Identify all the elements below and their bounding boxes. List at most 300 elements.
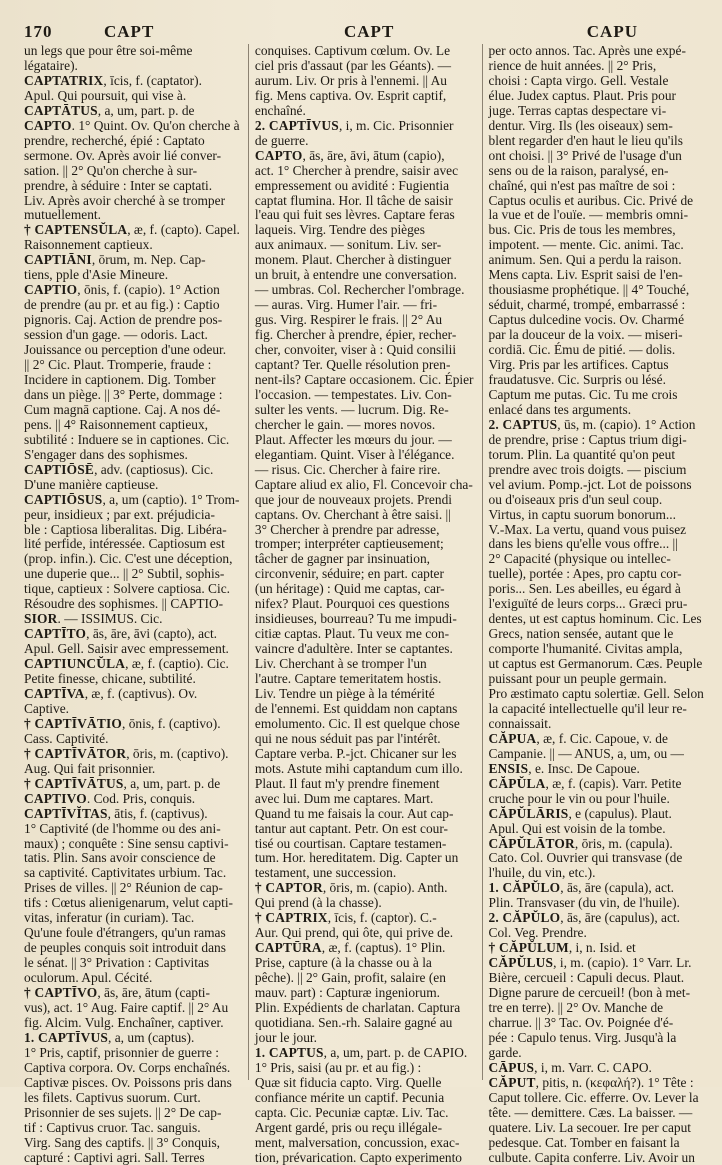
text-line: Prise, capture (à la chasse ou à la <box>254 955 432 971</box>
headword: CAPTĪVĬTAS <box>24 805 108 821</box>
text-line <box>24 657 240 672</box>
text-line: per octo annos. Tac. Après une expé- <box>488 43 686 58</box>
text-line: dans un piège. || 3° Perte, dommage : <box>24 386 223 402</box>
headword: † CĂPŬLUM <box>488 940 569 956</box>
text-line: enlacé dans tes arguments. <box>488 401 632 417</box>
text-line: ciel pris d'assaut (par les Géants). — <box>254 57 452 73</box>
text-line: Virtus, in captu suorum bonorum... <box>488 506 676 522</box>
text-line: Plin. Transvaser (du vin, de l'huile). <box>488 895 680 911</box>
text-line: ment, malversation, concussion, exac- <box>254 1134 460 1150</box>
text-line: Captiva corpora. Ov. Corps enchaînés. <box>24 1059 231 1075</box>
text-line: citiæ captas. Plaut. Tu veux me con- <box>254 626 450 642</box>
text-line: la vue et de l'ouïe. — membris omni- <box>488 207 689 223</box>
headword: CAPTŪRA <box>254 940 322 956</box>
text-line: Jouissance ou perception d'une odeur. <box>24 342 227 358</box>
text-line: peur, insidieux ; par ext. préjudicia- <box>24 506 215 522</box>
headword: 2. CAPTĪVUS <box>254 117 339 133</box>
headword: CĂPŬLĀTOR <box>488 835 575 851</box>
text-line <box>24 119 240 134</box>
text-line <box>489 881 704 896</box>
text-line: Quæ sit fiducia capto. Virg. Quelle <box>254 1074 442 1090</box>
text-line: sation. || 2° Qu'on cherche à sur- <box>24 162 198 178</box>
headword: 1. CĂPŬLO <box>488 880 561 896</box>
text-line: thousiasme prophétique. || 4° Touché, <box>488 282 690 298</box>
text-line <box>489 777 704 792</box>
text-line <box>489 956 704 971</box>
text-line: impotent. — mente. Cic. animi. Tac. <box>488 237 684 253</box>
text-line: tum. Hor. hereditatem. Dig. Capter un <box>254 850 459 866</box>
definition-text: , ās, āre (capula), act. <box>560 880 675 896</box>
definition-text: , ōris, m. (capula). <box>574 835 673 851</box>
text-line: prendre, recherché, épié : Captato <box>24 132 205 148</box>
text-line <box>255 119 474 134</box>
definition-text: , ōrum, m. Nep. Cap- <box>91 252 206 268</box>
definition-text: , a, um (captio). 1° Trom- <box>102 491 240 507</box>
definition-text: . 1° Quint. Ov. Qu'on cherche à <box>71 117 240 133</box>
text-line: élue. Judex captus. Plaut. Pris pour <box>488 87 676 103</box>
text-line: pens. || 4° Raisonnement captieux, <box>24 416 209 432</box>
text-line <box>489 732 704 747</box>
text-line: cruche pour le vin ou pour l'huile. <box>488 790 670 806</box>
headword: 1. CAPTĪVUS <box>24 1029 109 1045</box>
text-line: — auras. Virg. Humer l'air. — fri- <box>254 297 438 313</box>
text-line: ont choisi. || 3° Privé de l'usage d'un <box>488 147 682 163</box>
text-line <box>489 762 704 777</box>
text-line: de prendre (au pr. et au fig.) : Captio <box>24 297 220 313</box>
text-line: l'eau qui fuit ses lèvres. Captare feras <box>254 207 455 223</box>
text-line <box>255 1046 474 1061</box>
definition-text: , ūs, m. (capio). 1° Action <box>557 416 696 432</box>
text-line: puissant pour un peuple germain. <box>488 671 667 687</box>
text-line: tre en terre). || 2° Ov. Manche de <box>488 1000 664 1015</box>
text-line: de l'ennemi. Est quiddam non captans <box>254 700 458 716</box>
text-line: aurum. Liv. Or pris à l'ennemi. || Au <box>254 72 447 88</box>
text-line: enchaîné. <box>254 102 306 118</box>
headword: 2. CĂPŬLO <box>488 910 561 926</box>
definition-text: , ās, āre (capulus), act. <box>560 910 680 926</box>
headword: CAPTATRIX <box>24 72 104 88</box>
text-line: capta. Cic. Pecuniæ captæ. Liv. Tac. <box>254 1104 449 1120</box>
definition-text: , ōris, m. (captivo). <box>126 745 229 761</box>
text-line: ou d'oiseaux pris d'un seul coup. <box>488 491 663 507</box>
text-line: — umbras. Col. Rechercher l'ombrage. <box>254 282 465 298</box>
text-line: gus. Virg. Respirer le frais. || 2° Au <box>254 312 443 328</box>
definition-text: , a, um, part. p. de <box>97 102 195 118</box>
text-line: Cass. Captivité. <box>24 730 109 746</box>
text-line: tif : Captivus cruor. Tac. sanguis. <box>24 1119 201 1135</box>
text-line: poris... Sen. Les abeilles, eu égard à <box>488 581 681 597</box>
text-line: qui ne nous séduit pas par l'intérêt. <box>254 730 441 746</box>
text-line <box>255 881 474 896</box>
text-line: ut captus est Germanorum. Cæs. Peuple <box>488 656 703 672</box>
headword: CAPTIŌSĒ <box>24 461 95 477</box>
text-line: Captive. <box>24 700 69 716</box>
text-line: Résoudre des sophismes. || CAPTIO- <box>24 596 224 612</box>
text-line: empressement ou avidité : Fugientia <box>254 177 450 193</box>
text-line: pedesque. Cat. Tomber en faisant la <box>488 1134 680 1150</box>
text-line: tête. — demittere. Cæs. La baisser. — <box>488 1104 693 1120</box>
text-line: Liv. Cherchant à se tromper l'un <box>254 656 427 672</box>
text-line <box>24 612 240 627</box>
definition-text: , æ, f. (capto). Capel. <box>127 222 240 238</box>
headword: CĂPUA <box>488 730 537 746</box>
text-line: l'occasion. — tempestates. Liv. Con- <box>254 386 452 402</box>
definition-text: , æ, f. (captivus). Ov. <box>84 685 198 701</box>
text-line: l'autre. Captare temeritatem hostis. <box>254 671 442 687</box>
headword: CĂPŬLUS <box>488 955 554 971</box>
text-line: — risus. Cic. Chercher à faire rire. <box>254 461 441 477</box>
headword: † CAPTĪVĀTIO <box>24 715 123 731</box>
headword: † CAPTRIX <box>254 910 328 926</box>
text-line: les filets. Captivus suorum. Curt. <box>24 1089 201 1105</box>
text-line: oculorum. Apul. Cécité. <box>24 970 153 986</box>
definition-text: , i, m. (capio). 1° Varr. Lr. <box>553 955 692 971</box>
headword: CAPTO <box>24 117 72 133</box>
text-line: Plaut. Affecter les mœurs du jour. — <box>254 431 452 447</box>
text-line: blent regarder d'en haut le lieu qu'ils <box>488 132 683 148</box>
text-line: pêche). || 2° Gain, profit, salaire (en <box>254 970 446 986</box>
text-line: sermone. Ov. Après avoir lié conver- <box>24 147 222 163</box>
text-line: tatis. Plin. Sans avoir conscience de <box>24 850 216 866</box>
definition-text: , æ, f. Cic. Capoue, v. de <box>536 730 668 746</box>
definition-text: , æ, f. (capis). Varr. Petite <box>545 775 682 791</box>
text-line: Argent gardé, pris ou reçu illégale- <box>254 1119 443 1135</box>
text-line: tantur aut captant. Petr. On est cour- <box>254 820 448 836</box>
headword: CAPTĪTO <box>24 626 87 642</box>
text-line: Col. Veg. Prendre. <box>488 925 587 941</box>
text-line: que jour de nouveaux projets. Prendi <box>254 491 452 507</box>
headword: CAPTIŌSUS <box>24 491 103 507</box>
definition-text: , īcis, f. (captator). <box>103 72 202 88</box>
headword: 1. CAPTUS <box>254 1044 324 1060</box>
text-line: session d'un gage. — odoris. Lact. <box>24 327 208 343</box>
text-line: Cum magnā captione. Caj. A nos dé- <box>24 401 221 417</box>
text-line: Campanie. || — ANUS, a, um, ou — <box>488 745 684 761</box>
text-line: S'engager dans des sophismes. <box>24 446 188 462</box>
text-line <box>24 1031 240 1046</box>
definition-text: , e (capulus). Plaut. <box>568 805 672 821</box>
text-line <box>255 149 474 164</box>
definition-text: , ōris, m. (capio). Anth. <box>322 880 448 896</box>
text-line: D'une manière captieuse. <box>24 476 159 492</box>
definition-text: , ās, āre, āvi (capto), act. <box>86 626 218 642</box>
headword: † CAPTĪVĀTOR <box>24 745 127 761</box>
text-line: fig. Chercher à prendre, épier, recher- <box>254 327 457 343</box>
text-line: Virg. Sang des captifs. || 3° Conquis, <box>24 1134 221 1150</box>
text-line: Digne parure de cercueil! (bon à met- <box>488 985 691 1001</box>
text-line: animum. Sen. Qui a perdu la raison. <box>488 252 682 268</box>
definition-text: . — ISSIMUS. Cic. <box>57 611 163 627</box>
column-right <box>482 43 704 1165</box>
text-line: charrue. || 3° Tac. Ov. Poignée d'é- <box>488 1014 674 1030</box>
text-line: maux) ; conquête : Sine sensu captivi- <box>24 835 229 851</box>
text-line: elegantiam. Quint. Viser à l'élégance. <box>254 446 455 462</box>
text-line: dentur. Virg. Ils (les oiseaux) sem- <box>488 117 673 133</box>
text-line: dans les biens qu'elle vous offre... || <box>488 536 678 552</box>
text-line: act. 1° Chercher à prendre, saisir avec <box>254 162 459 178</box>
text-line <box>24 223 240 238</box>
text-line: circonvenir, séduire; en part. capter <box>254 566 444 582</box>
text-line: Plaut. Il faut m'y prendre finement <box>254 775 440 791</box>
text-line: vitas, inferatur (in curiam). Tac. <box>24 910 195 926</box>
text-line <box>489 837 704 852</box>
text-line <box>24 493 240 508</box>
text-line: séduit, charmé, trompé, embarrassé : <box>488 297 686 313</box>
text-line: emolumento. Cic. Il est quelque chose <box>254 715 460 731</box>
text-line <box>24 792 240 807</box>
text-line: chercher le gain. — mores novos. <box>254 416 436 432</box>
headword: CAPTIUNCŬLA <box>24 656 126 672</box>
text-line: Aur. Qui prend, qui ôte, qui prive de. <box>254 925 454 941</box>
text-line: cher, convoiter, viser à : Quid consilii <box>254 342 457 358</box>
text-line <box>24 627 240 642</box>
text-line <box>24 74 240 89</box>
text-line: Captare verba. P.-jct. Chicaner sur les <box>254 745 457 761</box>
text-line <box>24 777 240 792</box>
text-line: Captivæ pisces. Ov. Poissons pris dans <box>24 1074 232 1090</box>
headword: CĂPŬLA <box>488 775 546 791</box>
headword: CAPTĪVA <box>24 685 85 701</box>
text-line: subtilité : Induere se in captiones. Cic. <box>24 431 230 447</box>
text-line: (un héritage) : Quid me captas, car- <box>254 581 445 597</box>
definition-text: , ōnis, f. (captivo). <box>122 715 221 731</box>
text-line: 3° Chercher à prendre par adresse, <box>254 521 440 537</box>
text-line: Grecs, nation sensée, autant que le <box>488 626 674 642</box>
text-line: quotidiana. Sen.-rh. Salaire gagné au <box>254 1014 453 1030</box>
text-line: avec lui. Dum me captares. Mart. <box>254 790 434 806</box>
text-line: mutuellement. <box>24 207 101 223</box>
right-guide-word: CAPU <box>586 22 638 41</box>
column-middle <box>248 43 474 1165</box>
definition-text: , a, um, part. p. de <box>123 775 221 791</box>
text-line: ble : Captiosa liberalitas. Dig. Libéra- <box>24 521 227 537</box>
text-line <box>489 911 704 926</box>
text-line: le sénat. || 3° Privation : Captivitas <box>24 955 210 971</box>
text-line: l'exiguïté de leurs corps... Græci pru- <box>488 596 688 612</box>
text-line: culbute. Capita conferre. Liv. Avoir un <box>488 1149 695 1165</box>
text-line: l'huile, du vin, etc.). <box>488 865 596 881</box>
text-line: pée : Capulo tenus. Virg. Jusqu'à la <box>488 1029 677 1045</box>
text-line: sens ou de la raison, paralysé, en- <box>488 162 669 178</box>
text-line <box>24 747 240 762</box>
definition-text: , i, m. Cic. Prisonnier <box>338 117 454 133</box>
headword: 2. CAPTUS <box>488 416 558 432</box>
center-guide-word: CAPT <box>344 22 395 41</box>
text-line <box>24 687 240 702</box>
text-line: mots. Astute mihi captandum cum illo. <box>254 760 463 776</box>
text-line: captans. Ov. Cherchant à être saisi. || <box>254 506 451 522</box>
headword: † CAPTENSŬLA <box>24 222 128 238</box>
definition-text: , a, um (captus). <box>108 1029 195 1045</box>
text-line: Raisonnement captieux. <box>24 237 153 253</box>
text-line: pignoris. Caj. Action de prendre pos- <box>24 312 223 328</box>
text-line: 1° Captivité (de l'homme ou des ani- <box>24 820 221 836</box>
text-line <box>24 104 240 119</box>
definition-text: , ās, āre, āvi, ātum (capio), <box>302 147 445 163</box>
definition-text: , ōnis, f. (capio). 1° Action <box>77 282 220 298</box>
text-line <box>24 717 240 732</box>
headword: SIOR <box>24 611 58 627</box>
text-line: V.-Max. La vertu, quand vous puisez <box>488 521 687 537</box>
text-line: captant? Ter. Quelle résolution pren- <box>254 357 451 373</box>
definition-text: , ātis, f. (captivus). <box>107 805 208 821</box>
text-line <box>489 1061 704 1076</box>
text-line: Apul. Gell. Saisir avec empressement. <box>24 641 229 657</box>
text-line: une duperie que... || 2° Subtil, sophis- <box>24 566 225 582</box>
text-line: de guerre. <box>254 132 309 148</box>
text-line: Apul. Qui poursuit, qui vise à. <box>24 87 187 103</box>
text-line: 1° Pris, saisi (au pr. et au fig.) : <box>254 1059 422 1075</box>
text-line: nent-ils? Captare occasionem. Cic. Épier <box>254 371 474 387</box>
text-line: bus. Cic. Pris de tous les membres, <box>488 222 676 238</box>
text-line: prendre, à séduire : Inter se captati. <box>24 177 213 193</box>
text-line: Qu'une foule d'étrangers, qu'un ramas <box>24 925 226 941</box>
text-line: conquises. Captivum cœlum. Ov. Le <box>254 43 451 58</box>
text-line: connaissait. <box>488 715 552 731</box>
text-line <box>24 283 240 298</box>
text-line: aux animaux. — sonitum. Liv. ser- <box>254 237 442 253</box>
text-line: fig. Mens captiva. Ov. Esprit captif, <box>254 87 447 103</box>
text-line: Liv. Tendre un piège à la témérité <box>254 685 435 701</box>
text-line: Liv. Après avoir cherché à se tromper <box>24 192 226 208</box>
text-line: capturé : Captivi agri. Sall. Terres <box>24 1149 205 1165</box>
definition-text: , pitis, n. (κεφαλή?). 1° Tête : <box>535 1074 694 1090</box>
left-guide-word: CAPT <box>104 22 155 41</box>
text-line: Pro æstimato captu solertiæ. Gell. Selon <box>488 685 704 701</box>
text-line: Caput tollere. Cic. efferre. Ov. Lever la <box>488 1089 699 1105</box>
text-line: Virg. Pris par les artifices. Captus <box>488 357 669 373</box>
text-line <box>255 911 474 926</box>
headword: CAPTĀTUS <box>24 102 98 118</box>
text-line: par la douceur de la voix. — miseri- <box>488 327 683 343</box>
text-line: un bruit, à entendre une conversation. <box>254 267 457 283</box>
column-left <box>24 43 240 1165</box>
headword: CAPTIO <box>24 282 78 298</box>
text-line: dentes, ut est captus hominum. Cic. Les <box>488 611 702 627</box>
text-line: (prop. infin.). Cic. C'est une déception, <box>24 551 233 567</box>
page-number: 170 <box>24 22 53 41</box>
headword: CAPTIĀNI <box>24 252 92 268</box>
definition-text: , i, m. Varr. C. CAPO. <box>534 1059 652 1075</box>
text-line: Captus oculis et auribus. Cic. Privé de <box>488 192 694 208</box>
text-line: Captare aliud ex alio, Fl. Concevoir cha- <box>254 476 473 492</box>
text-line: légataire). <box>24 57 78 73</box>
text-line: Bière, cercueil : Capuli decus. Plaut. <box>488 970 685 986</box>
text-line: un legs que pour être soi-même <box>24 43 193 58</box>
text-line <box>24 986 240 1001</box>
text-line: nifex? Plaut. Pourquoi ces questions <box>254 596 450 612</box>
text-line <box>255 941 474 956</box>
text-line: tuelle), portée : Apes, pro captu cor- <box>488 566 682 582</box>
headword: † CAPTĪVO <box>24 985 98 1001</box>
text-line: vaincre d'adultère. Inter se captantes. <box>254 641 453 657</box>
text-line: Aug. Qui fait prisonnier. <box>24 760 156 776</box>
definition-text: , i, n. Isid. et <box>568 940 636 956</box>
text-line: Prises de villes. || 2° Réunion de cap- <box>24 880 223 896</box>
text-line <box>489 941 704 956</box>
definition-text: , adv. (captiosus). Cic. <box>94 461 214 477</box>
text-line: garde. <box>488 1044 522 1060</box>
text-line: tiens, pple d'Asie Mineure. <box>24 267 169 283</box>
text-line: Captum me putas. Cic. Tu me crois <box>488 386 678 402</box>
running-head <box>14 22 708 44</box>
text-line: 2° Capacité (physique ou intellec- <box>488 551 671 567</box>
text-line: quatere. Liv. La secouer. Ire per caput <box>488 1119 692 1135</box>
text-line: Plin. Expédients de charlatan. Captura <box>254 1000 461 1015</box>
text-line: tisé ou courtisan. Captare testamen- <box>254 835 447 851</box>
text-line: 1° Pris, captif, prisonnier de guerre : <box>24 1044 220 1060</box>
text-line: fraudatusve. Cic. Surpris ou lésé. <box>488 371 666 387</box>
text-line: Apul. Qui est voisin de la tombe. <box>488 820 666 836</box>
definition-text: , a, um, part. p. de CAPIO. <box>323 1044 468 1060</box>
text-line: laqueis. Virg. Tendre des pièges <box>254 222 425 238</box>
text-line: sulter les vents. — lucrum. Dig. Re- <box>254 401 449 417</box>
text-line: Mens capta. Liv. Esprit saisi de l'en- <box>488 267 683 283</box>
headword: CAPTIVO <box>24 790 87 806</box>
text-line: captat flumina. Hor. Il tâche de saisir <box>254 192 453 208</box>
definition-text: , ās, āre, ātum (capti- <box>97 985 210 1001</box>
text-line: juge. Terras captas despectare vi- <box>488 102 667 118</box>
text-line: tâcher de gagner par insinuation, <box>254 551 431 567</box>
text-line: tique, captieux : Solvere captiosa. Cic. <box>24 581 231 597</box>
text-line: de peuples conquis soit introduit dans <box>24 940 226 956</box>
headword: CĀPUS <box>488 1059 535 1075</box>
text-line <box>489 807 704 822</box>
definition-text: , e. Insc. De Capoue. <box>528 760 640 776</box>
text-line <box>489 418 704 433</box>
definition-text: , æ, f. (captio). Cic. <box>125 656 229 672</box>
text-line: confiance mérite un captif. Pecunia <box>254 1089 445 1105</box>
text-line: fig. Alcim. Vulg. Enchaîner, captiver. <box>24 1014 224 1030</box>
headword: CĂPŬLĀRIS <box>488 805 569 821</box>
text-line: jour le jour. <box>254 1029 317 1045</box>
text-line: choisi : Capta virgo. Gell. Vestale <box>488 72 669 88</box>
headword: † CAPTĪVĀTUS <box>24 775 124 791</box>
text-line: Incidere in captionem. Dig. Tomber <box>24 371 216 387</box>
text-line: Quand tu me faisais la cour. Aut cap- <box>254 805 454 821</box>
text-line: Captus dulcedine vocis. Ov. Charmé <box>488 312 685 328</box>
text-line: Cato. Col. Ouvrier qui transvase (de <box>488 850 683 866</box>
text-line: insidieuses, bourreau? Tu me impudi- <box>254 611 457 627</box>
text-line: Prisonnier de ses sujets. || 2° De cap- <box>24 1104 222 1120</box>
text-line: cordiā. Cic. Ému de pitié. — dolis. <box>488 342 676 358</box>
definition-text: , īcis, f. (captor). C.- <box>327 910 437 926</box>
text-line: Qui prend (à la chasse). <box>254 895 382 911</box>
text-line <box>489 1076 704 1091</box>
text-line <box>24 463 240 478</box>
text-line: chaîné, qui n'est pas maître de soi : <box>488 177 676 193</box>
definition-text: , æ, f. (captus). 1° Plin. <box>321 940 446 956</box>
text-line: || 2° Cic. Plaut. Tromperie, fraude : <box>24 357 212 373</box>
text-line: comporte l'humanité. Civitas ampla, <box>488 641 683 657</box>
text-line <box>24 807 240 822</box>
text-line: torum. Plin. La quantité qu'on peut <box>488 446 676 462</box>
text-line: mauv. part) : Capturæ ingeniorum. <box>254 985 440 1001</box>
text-line: testament, une succession. <box>254 865 397 881</box>
text-line: vus), act. 1° Aug. Faire captif. || 2° Au <box>24 1000 229 1015</box>
text-line: Petite finesse, chicane, subtilité. <box>24 671 196 687</box>
definition-text: . Cod. Pris, conquis. <box>86 790 196 806</box>
text-line: prendre avec trois doigts. — piscium <box>488 461 687 477</box>
text-line: tifs : Cœtus alienigenarum, velut capti- <box>24 895 233 911</box>
text-line: monem. Plaut. Chercher à distinguer <box>254 252 452 268</box>
text-line: lité perfide, intéressée. Captiosum est <box>24 536 225 552</box>
headword: CĂPUT <box>488 1074 536 1090</box>
text-line: vel avium. Pomp.-jct. Lot de poissons <box>488 476 692 492</box>
text-line: sa captivité. Captivitates urbium. Tac. <box>24 865 227 881</box>
text-line: la capacité intellectuelle qu'il leur re- <box>488 700 687 716</box>
headword: † CAPTOR <box>254 880 323 896</box>
